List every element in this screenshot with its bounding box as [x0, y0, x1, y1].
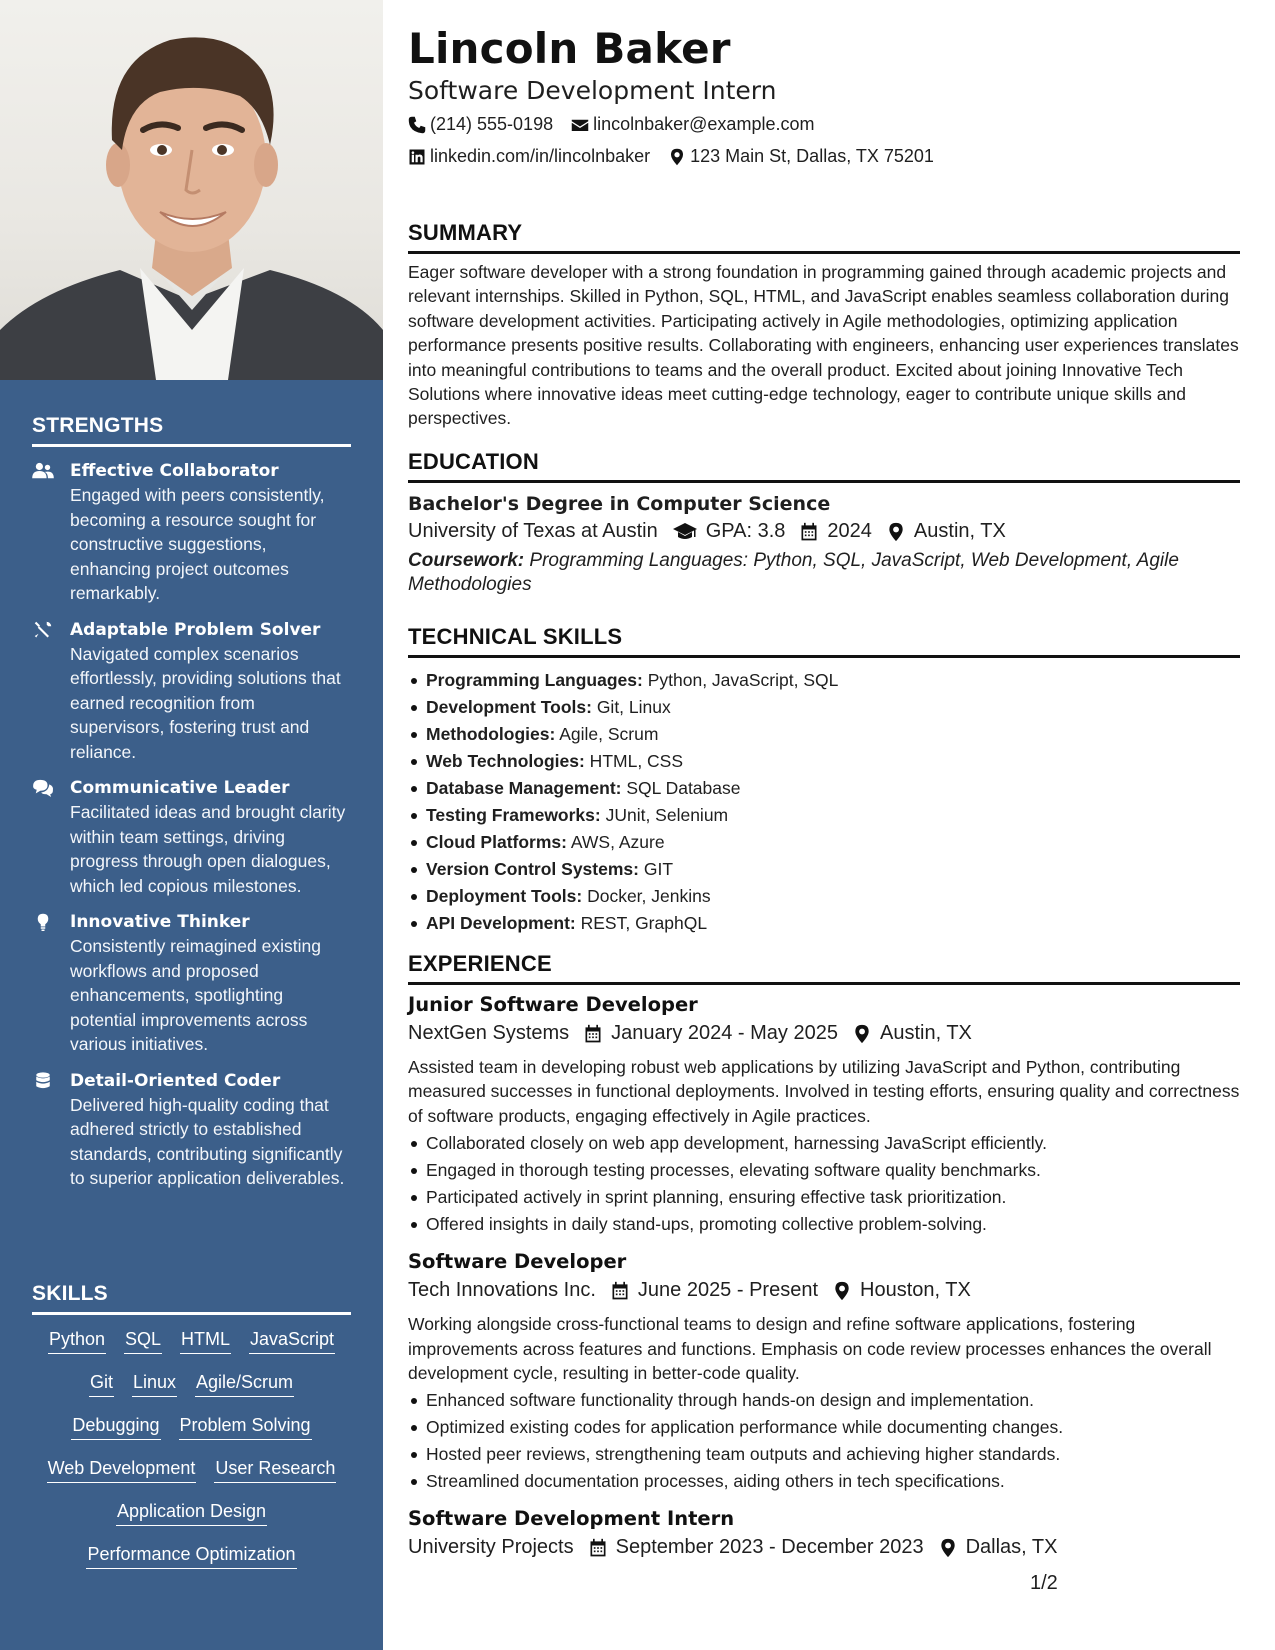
job-bullets	[408, 1130, 1240, 1238]
skill-tag: Agile/Scrum	[195, 1370, 294, 1397]
list-item: Collaborated closely on web app development, harnessing JavaScript efficiently.	[408, 1130, 1240, 1157]
list-item: API Development: REST, GraphQL	[408, 910, 1240, 937]
job-title: Junior Software Developer	[408, 993, 698, 1016]
list-item: Testing Frameworks: JUnit, Selenium	[408, 802, 1240, 829]
list-item: Cloud Platforms: AWS, Azure	[408, 829, 1240, 856]
strengths-heading: STRENGTHS	[32, 414, 351, 447]
portrait-illustration	[0, 0, 383, 380]
job-description: Working alongside cross-functional teams to design and refine software applications, fostering improvements across features and functions. Emphasis on code review processes enhances the overall development cycle, resulting in better-code quality.	[408, 1314, 1212, 1384]
candidate-title: Software Development Intern	[408, 76, 777, 105]
skill-tag: Application Design	[116, 1499, 267, 1526]
strength-description: Consistently reimagined existing workflows and proposed enhancements, spotlighting potential improvements across various initiatives.	[70, 936, 321, 1054]
skill-tag: HTML	[180, 1327, 231, 1354]
skill-tag: Python	[48, 1327, 106, 1354]
coursework	[408, 549, 1240, 597]
map-pin-icon	[938, 1538, 958, 1558]
skill-tag: JavaScript	[249, 1327, 335, 1354]
lightbulb-icon	[32, 913, 54, 931]
strength-title: Adaptable Problem Solver	[70, 619, 321, 640]
job-title: Software Development Intern	[408, 1507, 735, 1531]
profile-photo	[0, 0, 383, 380]
school-location: Austin, TX	[913, 520, 1006, 542]
coursework-text: Programming Languages: Python, SQL, JavaScript, Web Development, Agile Methodologies	[408, 550, 1179, 595]
list-item: Hosted peer reviews, strengthening team outputs and achieving higher standards.	[408, 1441, 1240, 1468]
education-heading: EDUCATION	[408, 449, 1240, 483]
calendar-icon	[588, 1538, 608, 1558]
job-title: Software Developer	[408, 1250, 627, 1274]
coursework-label: Coursework:	[408, 550, 525, 571]
experience-heading: EXPERIENCE	[408, 951, 1240, 985]
job-entry	[408, 1507, 1240, 1559]
job-entry	[408, 1250, 1240, 1495]
technical-skills-list	[408, 667, 1240, 937]
calendar-icon	[799, 522, 819, 542]
skills-heading: SKILLS	[32, 1282, 351, 1315]
experience-section	[408, 951, 1240, 1559]
map-pin-icon	[886, 522, 906, 542]
job-meta	[408, 1279, 1240, 1302]
list-item: Database Management: SQL Database	[408, 775, 1240, 802]
skill-tag: Linux	[132, 1370, 177, 1397]
map-pin-icon	[668, 148, 686, 166]
calendar-icon	[583, 1024, 603, 1044]
phone-number[interactable]: (214) 555-0198	[430, 114, 554, 134]
job-dates: January 2024 - May 2025	[611, 1022, 838, 1044]
summary-text: Eager software developer with a strong foundation in programming gained through academic projects and relevant internships. Skilled in Python, SQL, HTML, and JavaScript enables seamless collaboration during software development activities. Participating actively in Agile methodologies, optimizing application performance presents positive results. Collaborating with engineers, enhancing user experiences translates into meaningful contributions to teams and the overall product. Excited about joining Innovative Tech Solutions where innovative ideas meet cutting-edge technology, eager to contribute unique skills and perspectives.	[408, 262, 1239, 429]
linkedin-icon	[408, 148, 426, 166]
list-item: Version Control Systems: GIT	[408, 856, 1240, 883]
strength-title: Innovative Thinker	[70, 912, 250, 932]
skill-tag: Git	[89, 1370, 114, 1397]
strength-item	[32, 1069, 351, 1191]
job-meta	[408, 1022, 1240, 1045]
technical-skills-section	[408, 624, 1240, 937]
education-section	[408, 449, 1240, 597]
skill-tag: SQL	[124, 1327, 162, 1354]
skill-tag: Problem Solving	[179, 1413, 312, 1440]
strength-title: Effective Collaborator	[70, 461, 279, 481]
job-description: Assisted team in developing robust web applications by utilizing JavaScript and Python, contributing measured successes in functional deployments. Involved in testing efforts, ensuring quality and correctness of software products, engaging effectively in Agile practices.	[408, 1057, 1240, 1126]
phone-icon	[408, 116, 426, 134]
summary-section	[408, 220, 1240, 431]
list-item: Offered insights in daily stand-ups, promoting collective problem-solving.	[408, 1211, 1240, 1238]
list-item: Enhanced software functionality through hands-on design and implementation.	[408, 1387, 1240, 1414]
database-icon	[32, 1072, 54, 1090]
contact-line	[408, 146, 952, 167]
degree-title: Bachelor's Degree in Computer Science	[408, 493, 831, 515]
strengths-section	[32, 414, 351, 1191]
list-item: Methodologies: Agile, Scrum	[408, 721, 1240, 748]
skill-tags	[32, 1327, 351, 1569]
email-link[interactable]: lincolnbaker@example.com	[593, 114, 815, 134]
page-number: 1/2	[1030, 1572, 1058, 1594]
job-dates: June 2025 - Present	[637, 1279, 819, 1302]
graduation-year: 2024	[827, 520, 872, 542]
skill-tag: Web Development	[47, 1456, 197, 1483]
company-name: NextGen Systems	[408, 1022, 570, 1044]
job-dates: September 2023 - December 2023	[615, 1536, 924, 1559]
list-item: Engaged in thorough testing processes, elevating software quality benchmarks.	[408, 1157, 1240, 1184]
list-item: Web Technologies: HTML, CSS	[408, 748, 1240, 775]
sidebar	[0, 0, 383, 1650]
technical-skills-heading: TECHNICAL SKILLS	[408, 624, 1240, 658]
envelope-icon	[571, 116, 589, 134]
list-item: Programming Languages: Python, JavaScript, SQL	[408, 667, 1240, 694]
graduation-cap-icon	[672, 522, 698, 542]
strength-description: Engaged with peers consistently, becoming a resource sought for constructive suggestions, enhancing project outcomes remarkably.	[70, 485, 325, 603]
strength-item	[32, 910, 351, 1057]
education-meta	[408, 520, 1240, 543]
list-item: Optimized existing codes for application performance while documenting changes.	[408, 1414, 1240, 1441]
job-location: Houston, TX	[860, 1279, 971, 1302]
linkedin-link[interactable]: linkedin.com/in/lincolnbaker	[430, 146, 651, 166]
school-name: University of Texas at Austin	[408, 520, 658, 542]
skill-tag: User Research	[214, 1456, 336, 1483]
calendar-icon	[610, 1281, 630, 1301]
job-location: Austin, TX	[879, 1022, 972, 1044]
strength-item	[32, 459, 351, 606]
contact-line	[408, 114, 832, 135]
list-item: Development Tools: Git, Linux	[408, 694, 1240, 721]
strength-description: Navigated complex scenarios effortlessly, providing solutions that earned recognition from supervisors, fostering trust and reliance.	[70, 643, 341, 762]
candidate-name: Lincoln Baker	[408, 24, 731, 73]
strength-title: Communicative Leader	[70, 778, 290, 798]
skill-tag: Performance Optimization	[86, 1542, 296, 1569]
job-meta	[408, 1536, 1240, 1559]
strength-item	[32, 776, 351, 898]
skill-tag: Debugging	[71, 1413, 160, 1440]
list-item: Streamlined documentation processes, aiding others in tech specifications.	[408, 1468, 1240, 1495]
job-location: Dallas, TX	[965, 1536, 1058, 1559]
summary-heading: SUMMARY	[408, 220, 1240, 254]
list-item: Participated actively in sprint planning, ensuring effective task prioritization.	[408, 1184, 1240, 1211]
strength-description: Delivered high-quality coding that adhered strictly to established standards, contributing significantly to superior application deliverables.	[70, 1094, 345, 1188]
company-name: University Projects	[408, 1536, 574, 1559]
address: 123 Main St, Dallas, TX 75201	[690, 146, 934, 166]
users-icon	[32, 462, 54, 480]
gpa: GPA: 3.8	[705, 520, 786, 542]
tools-icon	[32, 621, 54, 639]
comments-icon	[32, 779, 54, 797]
map-pin-icon	[852, 1024, 872, 1044]
strength-title: Detail-Oriented Coder	[70, 1070, 281, 1091]
list-item: Deployment Tools: Docker, Jenkins	[408, 883, 1240, 910]
map-pin-icon	[832, 1281, 852, 1301]
strength-item	[32, 618, 351, 765]
job-bullets	[408, 1387, 1240, 1495]
company-name: Tech Innovations Inc.	[408, 1279, 596, 1302]
job-entry	[408, 993, 1240, 1238]
skills-section	[32, 1282, 351, 1585]
strength-description: Facilitated ideas and brought clarity within team settings, driving progress through open dialogues, which led copious milestones.	[70, 802, 346, 896]
